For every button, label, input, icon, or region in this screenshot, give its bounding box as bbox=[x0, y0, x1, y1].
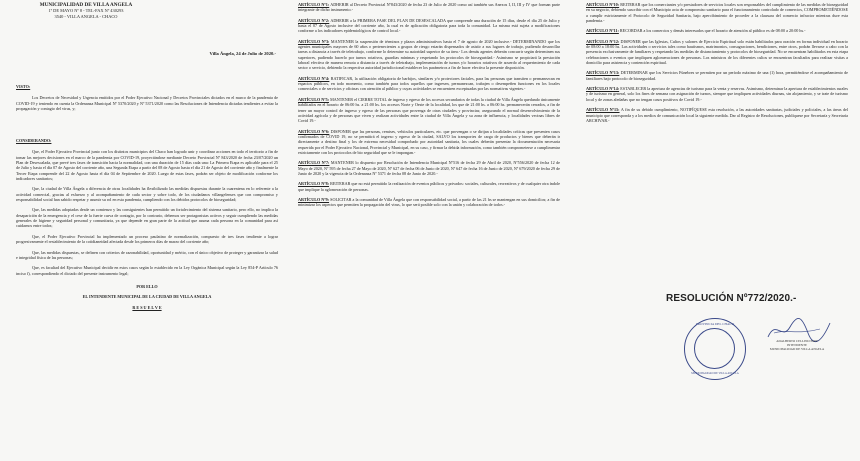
article-13-text: DETERMINAR que los Servicios Fúnebres se permiten por un período máximo de una (1) hora, permitiéndose el acompañamiento de familiares bajo protocolo de bioseguridad. bbox=[586, 70, 848, 81]
article-5-text: MANTENER el CIERRE TOTAL de ingreso y egreso de los accesos secundarios de todas la ciudad de Villa Ángela quedando únicamente habilitados en el horario de 06:00 hs. a 21:00 hs. los accesos Norte y Oeste de la localidad, los que de 21:00 hs. a 06:00 hs. permanecerán cerrados, a fin de tener un mayor control de ingreso y egreso de las personas que provenga de otras ciudades y provincias; asegurando el normal desenvolvimiento de la actividad agrícola y de personas que viven y realizan actividades entre la ciudad de Villa Ángela y su zona de influencia, y localidades vecinas libres de Covid 19.- bbox=[298, 96, 560, 124]
article-15 bbox=[586, 107, 848, 123]
visto-paragraph: Los Decretos de Necesidad y Urgencia emitidos por el Poder Ejecutivo Nacional y Decretos Provinciales dictados en el marco de la pandemia de COVID-19 y teniendo en cuenta la Ordenanza Municipal Nº 5370/2020 y Nº 5371/2020 como las Resoluciones de Intendencia dictadas tendientes a evitar la propagación y contagio del virus, y; bbox=[16, 95, 278, 112]
stamp-text-top: PROVINCIA DEL CHACO bbox=[695, 322, 735, 326]
signature-role: INTENDENTE bbox=[786, 342, 807, 347]
article-12-label: ARTÍCULO Nº12: bbox=[586, 38, 620, 44]
article-6-text: DISPONER que las personas, remises, vehículos particulares, etc. que provengan o se dirijan a localidades críticas que presenten casos confirmados de COVID 19, no se permitirá el ingreso y egreso de la ciudad, SALVO los transportes de carga de productos y bienes que deberán ir directamente a destino final y los de extrema necesidad comprobado por autoridad sanitaria, los cuales deberán presentar la documentación necesaria requerida por el Poder Ejecutivo Nacional, Provincial y Municipal, en su caso, y firmar la debida información, como también comprometerse a cumplimentar estrictamente con los protocolos de bio seguridad que se le impongan.- bbox=[298, 128, 560, 155]
article-3 bbox=[298, 39, 560, 71]
article-10-label: ARTÍCULO Nº10: bbox=[586, 2, 620, 7]
article-11-label: ARTÍCULO Nº11: bbox=[586, 28, 619, 34]
signature-org: MUNICIPALIDAD DE VILLA ANGELA bbox=[769, 346, 825, 351]
stamp-text-bottom: MUNICIPALIDAD DE VILLA ANGELA bbox=[691, 372, 739, 375]
article-11 bbox=[586, 28, 848, 33]
article-8-text: REITERAR que no está permitido la realización de eventos públicos y privados: sociales, culturales, recreativos y de cualquier otra índole que implique la aglomeración de personas. bbox=[298, 181, 560, 192]
resuelve-heading: R E S U E L V E bbox=[132, 304, 162, 310]
article-4-label: ARTÍCULO Nº4: bbox=[298, 75, 330, 81]
column-3 bbox=[586, 0, 848, 461]
article-13-label: ARTÍCULO Nº13: bbox=[586, 70, 620, 76]
article-12 bbox=[586, 39, 848, 66]
article-6 bbox=[298, 129, 560, 156]
official-seal-stamp bbox=[684, 318, 746, 380]
articles-block-2 bbox=[298, 2, 560, 208]
article-15-label: ARTÍCULO Nº15: bbox=[586, 107, 620, 113]
letterhead-city: 3540 - VILLA ANGELA - CHACO bbox=[54, 13, 118, 19]
document-date: Villa Ángela, 24 de Julio de 2020.- bbox=[209, 51, 276, 56]
article-7-text: MANTENER lo dispuesto por Resolución de Intendencia Municipal Nº516 de fecha 29 de Abril de 2020, Nº556/2020 de fecha 12 de Mayo de 2020, Nº 595 de fecha 27 de Mayo de 2020, Nº 627 de fecha 06 de Junio de 2020, Nº 647 de fecha 16 de Junio de 2020, Nº 679/2020 de fecha 29 de Junio de 2020 y la vigencia de la Ordenanza Nº 5371 de fecha 08 de Junio de 2020.- bbox=[298, 160, 560, 176]
article-2 bbox=[298, 18, 560, 34]
article-3-text: MANTENER la suspensión de términos y plazos administrativos hasta el 7 de agosto de 2020 inclusive.- DETERMINANDO que los agentes municipales mayores de 60 años o pertenecientes a grupos de riesgo estarán dispensados de asistir a sus lugares de trabajo, pudiendo desarrollar tareas a distancia a través de teletrabajo, conforme lo determine su autoridad superior de su área.- Los demás agentes deberán concurrir según determinen sus superiores, pudiendo hacerlo por turnos rotativos, guardias mínimas y respetando los protocolos de bioseguridad.- Asimismo se propiciará la prestación laboral efectiva de manera remota a distancia a través de teletrabajo, implementación de turnos y/o horarios rotativos de acuerdo al requerimiento de cada sector o servicio, debiendo la respectiva autoridad jurisdiccional establecer los parámetros a fin de hacer efectiva la presente disposición. bbox=[298, 38, 560, 71]
article-14-text: ESTABLECER la apertura de agencias de turismo para la venta y reservas. Asimismo, determinar la apertura de establecimientos rurales y de turismo en general, solo los fines de semana con asignación de turnos, siempre que impliquen actividades diurnas, sin alojamiento, y se trate de turismo local y de zonas aledañas que no tengan casos positivos de Covid 19.- bbox=[586, 86, 848, 102]
article-1-label: ARTÍCULO Nº1: bbox=[298, 2, 330, 7]
article-13 bbox=[586, 70, 848, 81]
visto-heading: VISTO: bbox=[16, 84, 31, 89]
article-12-text: DISPONER que las Iglesias, Cultos y salones de Ejercicio Espiritual solo están habilitados para oración en forma individual en horario de 08:00 a 18:00 hs. Las actividades o servicios tales como bautismos, matrimonios, consagraciones, bendiciones, entre otros, podrán llevarse a cabo con la presencia exclusivamente de familiares y respetando las medidas de distanciamiento y protocolos de bioseguridad. No se encuentran habilitados en esta etapa celebraciones o eventos que impliquen aglomeraciones de personas. Los ministros de los diferentes cultos se encuentran facultados para realizar visitas a domicilio para asistencia y contención espiritual. bbox=[586, 38, 848, 66]
por-ello: POR ELLO bbox=[136, 283, 158, 289]
article-1-text: ADHERIR al Decreto Provincial Nº843/2020 de fecha 23 de Julio de 2020 como así también sus Anexos I, II, III y IV que forman parte integrante de dicho instrumento.- bbox=[298, 2, 560, 13]
article-7 bbox=[298, 160, 560, 176]
considerando-paragraph-3: Que, las medidas adoptadas desde un comienzo y las consiguientes han permitido un fortalecimiento del sistema sanitario, pero ello, no implica la desaparición de la emergencia y el cese de la fuerte curva de contagio, por lo contrario, debemos ser protagonistas activos y seguir cumpliendo las medidas generales de higiene y seguridad personal y comunitaria, ya que depende en gran parte de la actitud que asuma cada persona en la comunidad para así cuidarnos entre todos; bbox=[16, 207, 278, 229]
letterhead-address: 1º DE MAYO Nº 8 - TEL-FAX Nº 430293 bbox=[48, 8, 124, 14]
article-8 bbox=[298, 181, 560, 192]
considerando-paragraph-4: Que, el Poder Ejecutivo Provincial ha implementado un proceso paulatino de normalización, compuesto de tres fases tendiente a lograr progresivamente el restablecimiento de la cotidianeidad afectada desde los primeros días de marzo del corriente año; bbox=[16, 233, 278, 245]
resolution-number: RESOLUCIÓN Nº772/2020.- bbox=[666, 293, 797, 304]
letterhead-org: MUNICIPALIDAD DE VILLA ANGELA bbox=[39, 2, 133, 8]
article-10-text: REITERAR que los comerciantes y/o prestadores de servicios locales son responsables del cumplimiento de las medidas de bioseguridad en su negocio, debiendo suscribir con el Municipio acta de compromiso sanitario para el funcionamiento controlado de comercios, COMPROMETIÉNDOSE a cumplir estrictamente el Protocolo de Seguridad Sanitaria, bajo apercibimiento de proceder a la clausura del comercio infractor mientras dure esta pandemia.- bbox=[586, 2, 848, 24]
article-8-label: ARTÍCULO Nº8: bbox=[298, 181, 330, 187]
intendente-line: EL INTENDENTE MUNICIPAL DE LA CIUDAD DE VILLA ANGELA bbox=[82, 294, 212, 300]
articles-block-3 bbox=[586, 2, 848, 123]
article-10 bbox=[586, 2, 848, 23]
article-14 bbox=[586, 86, 848, 102]
considerando-paragraph-5: Que, las medidas dispuestas, se definen con criterios de razonabilidad, oportunidad y mérito, con el único objetivo de proteger y garantizar la salud e integridad física de las personas; bbox=[16, 249, 278, 260]
article-2-text: ADHERIR a la PRIMERA FASE DEL PLAN DE DESESCALADA que comprende una duración de 15 días, desde el día 25 de Julio y hasta el 07 de Agosto inclusive del corriente año, la cual es de aplicación obligatoria para toda la comunidad. La misma está sujeta a modificaciones conforme a los indicadores epidemiológicos de control local.- bbox=[298, 17, 560, 34]
article-9 bbox=[298, 197, 560, 208]
column-1 bbox=[16, 0, 278, 461]
article-1 bbox=[298, 2, 560, 13]
considerando-section bbox=[16, 138, 278, 310]
article-6-label: ARTÍCULO Nº6: bbox=[298, 128, 330, 134]
considerando-heading: CONSIDERANDO: bbox=[16, 138, 52, 143]
article-5-label: ARTÍCULO Nº5: bbox=[298, 96, 330, 102]
article-7-label: ARTÍCULO Nº7: bbox=[298, 160, 330, 166]
considerando-paragraph-6: Que, es facultad del Ejecutivo Municipal decidir en estos casos según lo establecido en la Ley Orgánica Municipal según la Ley 854-P Artículo 76 inciso f), correspondiendo el dictado del presente instrumento legal; bbox=[16, 265, 278, 276]
article-4 bbox=[298, 76, 560, 92]
signature-block bbox=[754, 340, 840, 351]
visto-section bbox=[16, 84, 278, 111]
article-9-label: ARTÍCULO Nº9: bbox=[298, 196, 330, 202]
article-14-label: ARTÍCULO Nº14: bbox=[586, 86, 620, 92]
column-2 bbox=[298, 0, 560, 461]
article-4-text: RATIFICAR, la utilización obligatoria de barbijos, similares y/o protectores faciales, para las personas que transiten o permanezcan en espacios públicos, en todo momento, como también para todos aquellos que ingresen, permanezcan, trabajen o desempeñen funciones en los locales comerciales o de servicios y oficinas con atención al público y cuyas actividades se encuentren exceptuadas por las normativas vigentes.- bbox=[298, 75, 560, 92]
article-9-text: SOLICITAR a la comunidad de Villa Ángela que con responsabilidad social, a partir de las 21 hs se mantengan en sus domicilios; a fin de minimizar los aspectos que permiten la propagación del virus, lo que será posible solo con la unión y colaboración de todos.- bbox=[298, 196, 560, 208]
article-11-text: RECORDAR a los comercios y demás interesados que el horario de atención al público es de 08:00 a 20:00 hs.- bbox=[619, 28, 806, 34]
considerando-paragraph-1: Que, el Poder Ejecutivo Provincial junto con los distintos municipios del Chaco han logrado unir y coordinar acciones en todo el territorio a fin de tomar las mejores decisiones en el marco de la pandemia por COVID-19, proyectándose mediante Decreto Provincial Nº 843/2020 de fecha 23/07/2020 un Plan de Desescalada, que prevé tres fases de transición hacia la normalidad, con una duración de 15 días cada una: La Primera Etapa es aplicable para el 25 de Julio y hasta el día 07 de Agosto del corriente año, una Segunda Etapa a partir del 08 de Agosto hasta el día 21 de Agosto del corriente año y finalmente la Tercer Etapa comprende del 22 de Agosto hasta el día 04 de Septiembre de 2020. Luego de estas fases, podrán ser objeto de modificación conforme los indicadores sanitarios; bbox=[16, 149, 278, 182]
considerando-paragraph-2: Que, la ciudad de Villa Ángela a diferencia de otras localidades ha flexibilizado las medidas dispuestas durante la cuarentena en lo referente a la actividad comercial, gracias al esfuerzo y al acompañamiento de cada sector y sobre todo, de los ciudadanos villangelenses que con compromiso y responsabilidad social han sabido respetar y asumir su rol en esta pandemia, cumpliendo con los debidos protocolos de bioseguridad; bbox=[16, 186, 278, 203]
signature-name: ADALBERTO CELLINO PAPP bbox=[776, 339, 818, 343]
article-2-label: ARTÍCULO Nº2: bbox=[298, 17, 330, 23]
article-15-text: A fin de su debido cumplimiento, NOTIFÍQUESE esta resolución, a las autoridades sanitarias, judiciales y policiales, a las áreas del municipio que corresponda y a los medios de comunicación local la siguiente medida. Dar al Registro de Resoluciones, publíquese por Secretaría y Secretaría ARCHIVAR.- bbox=[586, 107, 848, 123]
article-3-label: ARTÍCULO Nº3: bbox=[298, 38, 330, 44]
article-5 bbox=[298, 97, 560, 124]
